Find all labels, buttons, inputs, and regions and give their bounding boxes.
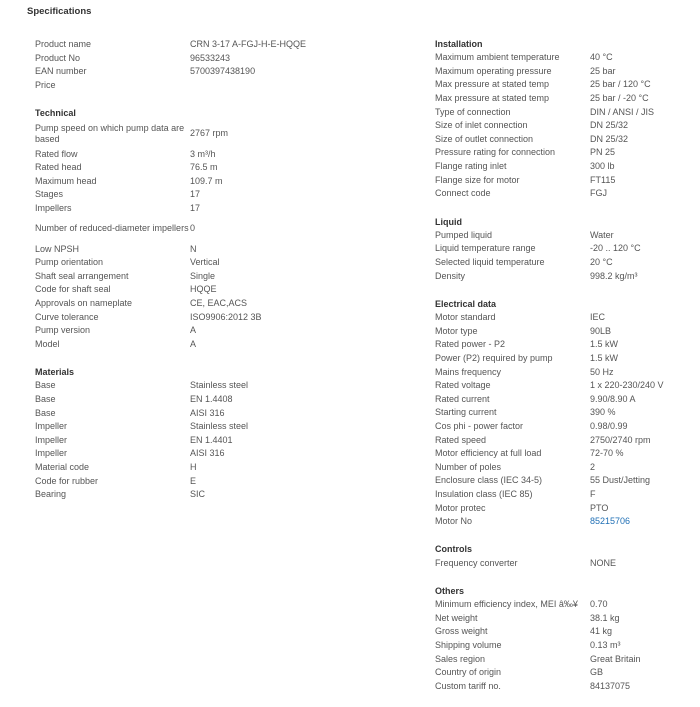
spec-row xyxy=(435,501,695,515)
spec-value: 5700397438190 xyxy=(190,66,256,77)
spec-value: DIN / ANSI / JIS xyxy=(590,106,655,117)
spec-label: Product No xyxy=(35,52,81,63)
spec-label: Approvals on nameplate xyxy=(35,298,133,309)
spec-value: F xyxy=(590,488,596,499)
spec-value: 9.90/8.90 A xyxy=(590,393,636,404)
spec-row xyxy=(435,680,695,694)
spec-label: Maximum ambient temperature xyxy=(435,52,560,63)
spec-row xyxy=(435,515,695,529)
spec-label: Stages xyxy=(35,189,64,200)
spec-value: 2 xyxy=(590,461,596,472)
spec-value: PTO xyxy=(590,502,609,513)
spec-label: Liquid temperature range xyxy=(435,243,536,254)
spec-row xyxy=(435,365,695,379)
spec-row xyxy=(435,51,695,65)
spec-row xyxy=(35,324,335,338)
spec-label: Impeller xyxy=(35,421,68,432)
spec-row xyxy=(35,406,335,420)
spec-value: 25 bar xyxy=(590,65,616,76)
spec-value: 3 m³/h xyxy=(190,148,216,159)
spec-value: NONE xyxy=(590,557,617,568)
spec-value: DN 25/32 xyxy=(590,133,629,144)
spec-row xyxy=(35,488,335,502)
spec-label: Maximum operating pressure xyxy=(435,65,552,76)
spec-row xyxy=(35,461,335,475)
spec-row xyxy=(35,215,335,242)
spec-row xyxy=(35,270,335,284)
spec-value: PN 25 xyxy=(590,147,616,158)
spec-row xyxy=(435,311,695,325)
spec-row xyxy=(435,65,695,79)
spec-label: Motor efficiency at full load xyxy=(435,448,542,459)
spec-value: 90LB xyxy=(590,325,612,336)
spec-label: Gross weight xyxy=(435,626,488,637)
spec-row xyxy=(435,652,695,666)
spec-value: EN 1.4408 xyxy=(190,393,233,404)
spec-row xyxy=(435,242,695,256)
spec-row xyxy=(35,379,335,393)
spec-label: Code for shaft seal xyxy=(35,284,111,295)
spec-label: Size of inlet connection xyxy=(435,120,528,131)
spec-label: Rated voltage xyxy=(435,380,491,391)
spec-value: 76.5 m xyxy=(190,162,218,173)
spec-label: Motor protec xyxy=(435,502,486,513)
spec-label: EAN number xyxy=(35,66,87,77)
spec-row xyxy=(35,188,335,202)
right-column xyxy=(435,37,695,707)
spec-label: Type of connection xyxy=(435,106,511,117)
spec-value: 0.70 xyxy=(590,599,608,610)
spec-value: 109.7 m xyxy=(190,175,223,186)
left-column xyxy=(35,38,335,515)
spec-label: Starting current xyxy=(435,407,497,418)
spec-value: 17 xyxy=(190,203,201,214)
spec-row xyxy=(435,119,695,133)
spec-row xyxy=(435,474,695,488)
spec-label: Custom tariff no. xyxy=(435,680,501,691)
spec-row xyxy=(435,612,695,626)
spec-value: Stainless steel xyxy=(190,421,249,432)
spec-row xyxy=(35,202,335,216)
spec-label: Frequency converter xyxy=(435,557,518,568)
spec-label: Minimum efficiency index, MEI â‰¥ xyxy=(435,599,578,610)
spec-row xyxy=(35,283,335,297)
spec-row xyxy=(435,556,695,570)
spec-label: Shaft seal arrangement xyxy=(35,270,129,281)
spec-label: Pump orientation xyxy=(35,257,104,268)
spec-row xyxy=(435,488,695,502)
spec-label: Pumped liquid xyxy=(435,229,493,240)
spec-row xyxy=(435,392,695,406)
spec-label: Cos phi - power factor xyxy=(435,420,524,431)
spec-value: 1.5 kW xyxy=(590,339,619,350)
spec-row xyxy=(35,447,335,461)
spec-row xyxy=(35,52,335,66)
spec-label: Model xyxy=(35,338,60,349)
section-title: Liquid xyxy=(435,216,462,227)
spec-value: Single xyxy=(190,270,216,281)
spec-row xyxy=(435,256,695,270)
spec-value: 0.13 m³ xyxy=(590,640,621,651)
spec-row xyxy=(35,120,335,147)
spec-row xyxy=(435,105,695,119)
spec-row xyxy=(435,625,695,639)
spec-label: Base xyxy=(35,407,56,418)
spec-value: 998.2 kg/m³ xyxy=(590,270,638,281)
spec-row xyxy=(435,160,695,174)
controls-section xyxy=(435,542,695,570)
spec-label: Net weight xyxy=(435,612,478,623)
spec-label: Flange size for motor xyxy=(435,174,520,185)
spec-row xyxy=(435,352,695,366)
spec-row xyxy=(35,338,335,352)
spec-row xyxy=(435,460,695,474)
spec-row xyxy=(435,146,695,160)
spec-value: Water xyxy=(590,229,614,240)
spec-row xyxy=(35,433,335,447)
spec-value: A xyxy=(190,325,197,336)
spec-label: Motor No xyxy=(435,516,473,527)
spec-label: Base xyxy=(35,380,56,391)
spec-label: Material code xyxy=(35,461,90,472)
spec-label: Country of origin xyxy=(435,667,502,678)
spec-label: Density xyxy=(435,270,466,281)
spec-value: Vertical xyxy=(190,257,220,268)
spec-label: Base xyxy=(35,393,56,404)
spec-value: 40 °C xyxy=(590,52,613,63)
spec-label: Size of outlet connection xyxy=(435,133,534,144)
spec-row xyxy=(435,406,695,420)
spec-value: AISI 316 xyxy=(190,407,225,418)
spec-label: Shipping volume xyxy=(435,640,502,651)
spec-label: Flange rating inlet xyxy=(435,161,507,172)
installation-section xyxy=(435,37,695,201)
spec-row xyxy=(435,269,695,283)
spec-row xyxy=(35,420,335,434)
spec-row xyxy=(435,78,695,92)
spec-label: Pressure rating for connection xyxy=(435,147,556,158)
spec-row xyxy=(435,187,695,201)
spec-value: H xyxy=(190,461,197,472)
spec-row xyxy=(435,338,695,352)
general-section xyxy=(35,38,335,92)
section-title: Technical xyxy=(35,108,76,119)
spec-value: 72-70 % xyxy=(590,448,624,459)
spec-label: Code for rubber xyxy=(35,475,99,486)
spec-label: Motor standard xyxy=(435,312,496,323)
page-title: Specifications xyxy=(27,6,92,17)
spec-value: E xyxy=(190,475,197,486)
spec-row xyxy=(35,297,335,311)
spec-value: HQQE xyxy=(190,284,217,295)
spec-value: 41 kg xyxy=(590,626,613,637)
spec-value: DN 25/32 xyxy=(590,120,629,131)
spec-row xyxy=(435,433,695,447)
spec-label: Selected liquid temperature xyxy=(435,257,545,268)
spec-row xyxy=(435,666,695,680)
spec-label: Rated current xyxy=(435,393,490,404)
spec-label: Rated speed xyxy=(435,434,487,445)
spec-row xyxy=(435,447,695,461)
spec-value: CRN 3-17 A-FGJ-H-E-HQQE xyxy=(190,39,307,50)
spec-label: Maximum head xyxy=(35,175,97,186)
spec-label: Pump speed on which pump data are based xyxy=(35,122,185,144)
spec-row xyxy=(35,38,335,52)
spec-value: SIC xyxy=(190,489,206,500)
spec-row xyxy=(435,598,695,612)
technical-section xyxy=(35,106,335,351)
spec-value: 38.1 kg xyxy=(590,612,620,623)
spec-value: ISO9906:2012 3B xyxy=(190,311,262,322)
others-section xyxy=(435,584,695,693)
spec-value: 20 °C xyxy=(590,257,613,268)
spec-value: 0 xyxy=(190,223,196,234)
spec-value: EN 1.4401 xyxy=(190,434,233,445)
spec-value: FGJ xyxy=(590,188,607,199)
spec-value: -20 .. 120 °C xyxy=(590,243,641,254)
spec-value: A xyxy=(190,338,197,349)
spec-label: Bearing xyxy=(35,489,67,500)
spec-label: Number of poles xyxy=(435,461,502,472)
spec-label: Impeller xyxy=(35,434,68,445)
spec-row xyxy=(35,65,335,79)
spec-value: 1.5 kW xyxy=(590,352,619,363)
spec-row xyxy=(35,147,335,161)
spec-value: N xyxy=(190,243,197,254)
spec-label: Insulation class (IEC 85) xyxy=(435,488,533,499)
spec-row xyxy=(35,256,335,270)
spec-value: AISI 316 xyxy=(190,448,225,459)
spec-row xyxy=(435,325,695,339)
spec-value: 17 xyxy=(190,189,201,200)
spec-label: Product name xyxy=(35,39,92,50)
spec-value: 1 x 220-230/240 V xyxy=(590,380,664,391)
spec-value: Stainless steel xyxy=(190,380,249,391)
spec-value: 2750/2740 rpm xyxy=(590,434,651,445)
spec-row xyxy=(35,242,335,256)
section-title: Installation xyxy=(435,39,483,49)
spec-label: Rated power - P2 xyxy=(435,339,506,350)
section-title: Materials xyxy=(35,367,75,378)
section-title: Electrical data xyxy=(435,298,497,309)
spec-row xyxy=(35,175,335,189)
spec-label: Pump version xyxy=(35,325,91,336)
motor-no-link[interactable]: 85215706 xyxy=(590,516,631,527)
spec-row xyxy=(435,133,695,147)
spec-value: 2767 rpm xyxy=(190,128,229,139)
section-title: Controls xyxy=(435,544,472,555)
spec-label: Connect code xyxy=(435,188,491,199)
spec-row xyxy=(435,639,695,653)
spec-value: IEC xyxy=(590,312,606,323)
spec-label: Impeller xyxy=(35,448,68,459)
spec-label: Rated head xyxy=(35,162,82,173)
liquid-section xyxy=(435,215,695,283)
spec-label: Enclosure class (IEC 34-5) xyxy=(435,475,543,486)
spec-row xyxy=(35,310,335,324)
spec-value: 25 bar / 120 °C xyxy=(590,79,651,90)
spec-value: 55 Dust/Jetting xyxy=(590,475,651,486)
spec-value: GB xyxy=(590,667,604,678)
spec-row xyxy=(435,173,695,187)
spec-value: Great Britain xyxy=(590,653,641,664)
spec-row xyxy=(435,92,695,106)
spec-value: 84137075 xyxy=(590,680,631,691)
spec-label: Max pressure at stated temp xyxy=(435,79,550,90)
spec-row xyxy=(435,420,695,434)
section-title: Others xyxy=(435,586,465,596)
spec-label: Rated flow xyxy=(35,148,78,159)
spec-row xyxy=(35,474,335,488)
spec-value: CE, EAC,ACS xyxy=(190,298,248,309)
spec-row xyxy=(35,79,335,93)
spec-label: Motor type xyxy=(435,325,478,336)
spec-row xyxy=(35,161,335,175)
spec-value: 390 % xyxy=(590,407,616,418)
spec-value: 96533243 xyxy=(190,52,231,63)
electrical-section xyxy=(435,297,695,529)
spec-row xyxy=(35,393,335,407)
spec-label: Number of reduced-diameter impellers xyxy=(35,223,189,234)
materials-section xyxy=(35,365,335,501)
spec-label: Max pressure at stated temp xyxy=(435,93,550,104)
spec-value: 25 bar / -20 °C xyxy=(590,93,649,104)
spec-value: 0.98/0.99 xyxy=(590,420,628,431)
spec-value: 300 lb xyxy=(590,161,615,172)
spec-label: Price xyxy=(35,80,56,91)
spec-value: 50 Hz xyxy=(590,366,614,377)
spec-label: Mains frequency xyxy=(435,366,502,377)
spec-value: FT115 xyxy=(590,174,616,185)
spec-row xyxy=(435,229,695,243)
spec-row xyxy=(435,379,695,393)
spec-label: Impellers xyxy=(35,203,72,214)
spec-label: Curve tolerance xyxy=(35,311,99,322)
spec-label: Low NPSH xyxy=(35,243,80,254)
spec-label: Power (P2) required by pump xyxy=(435,352,553,363)
spec-label: Sales region xyxy=(435,653,486,664)
